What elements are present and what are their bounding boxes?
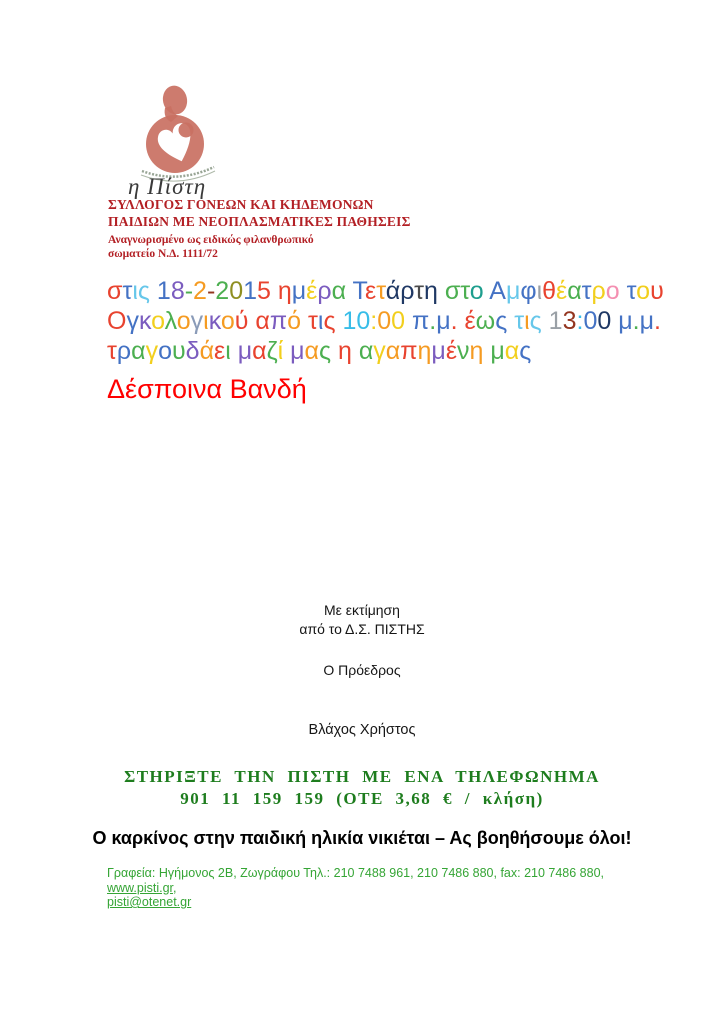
signature-closing: [0, 601, 724, 639]
support-line1: ΣΤΗΡΙΞΤΕ ΤΗΝ ΠΙΣΤΗ ΜΕ ΕΝΑ ΤΗΛΕΦΩΝΗΜΑ: [124, 767, 600, 786]
signature-closing-line2: από το Δ.Σ. ΠΙΣΤΗΣ: [299, 621, 425, 637]
artist-name: Δέσποινα Βανδή: [107, 374, 307, 404]
footer-address-text: Γραφεία: Ηγήμονος 2Β, Ζωγράφου Τηλ.: 210 7488 961, 210 7486 880, fax: 210 7486 880,: [107, 866, 605, 880]
signature-name: Βλάχος Χρήστος: [308, 722, 416, 738]
slogan: Ο καρκίνος στην παιδική ηλικία νικιέται – Ας βοηθήσουμε όλοι!: [92, 828, 632, 848]
org-name-line1: ΣΥΛΛΟΓΟΣ ΓΟΝΕΩΝ ΚΑΙ ΚΗΔΕΜΟΝΩΝ: [108, 197, 374, 212]
org-recognition-line1: Αναγνωρισμένο ως ειδικώς φιλανθρωπικό: [108, 234, 314, 246]
support-call-to-action: [0, 766, 724, 809]
announcement-line-3: τραγουδάει μαζί μας η αγαπημένη μας: [107, 337, 532, 365]
support-line2: 901 11 159 159 (ΟΤΕ 3,68 € / κλήση): [180, 788, 544, 808]
org-name-line2: ΠΑΙΔΙΩΝ ΜΕ ΝΕΟΠΛΑΣΜΑΤΙΚΕΣ ΠΑΘΗΣΕΙΣ: [108, 214, 411, 229]
org-name: [108, 196, 468, 230]
announcement-line-1: στις 18-2-2015 ημέρα Τετάρτη στο Αμφιθέατρο του: [107, 277, 664, 305]
signature-role: Ο Πρόεδρος: [323, 662, 401, 678]
footer-contact-info: [107, 866, 627, 910]
mother-child-logo-graphic: [126, 84, 242, 204]
signature-closing-line1: Με εκτίμηση: [324, 602, 400, 618]
event-announcement: [107, 276, 664, 366]
org-recognition-line2: σωματείο Ν.Δ. 1111/72: [108, 248, 218, 260]
logo-wordmark: η Πίστη: [128, 174, 207, 199]
footer-comma: ,: [173, 880, 177, 895]
charity-logo: [126, 84, 242, 204]
website-link[interactable]: www.pisti.gr: [107, 880, 173, 895]
org-recognition: [108, 233, 428, 261]
email-link[interactable]: pisti@otenet.gr: [107, 895, 192, 909]
announcement-line-2: Ογκολογικού από τις 10:00 π.μ. έως τις 13:00 μ.μ.: [107, 307, 661, 335]
